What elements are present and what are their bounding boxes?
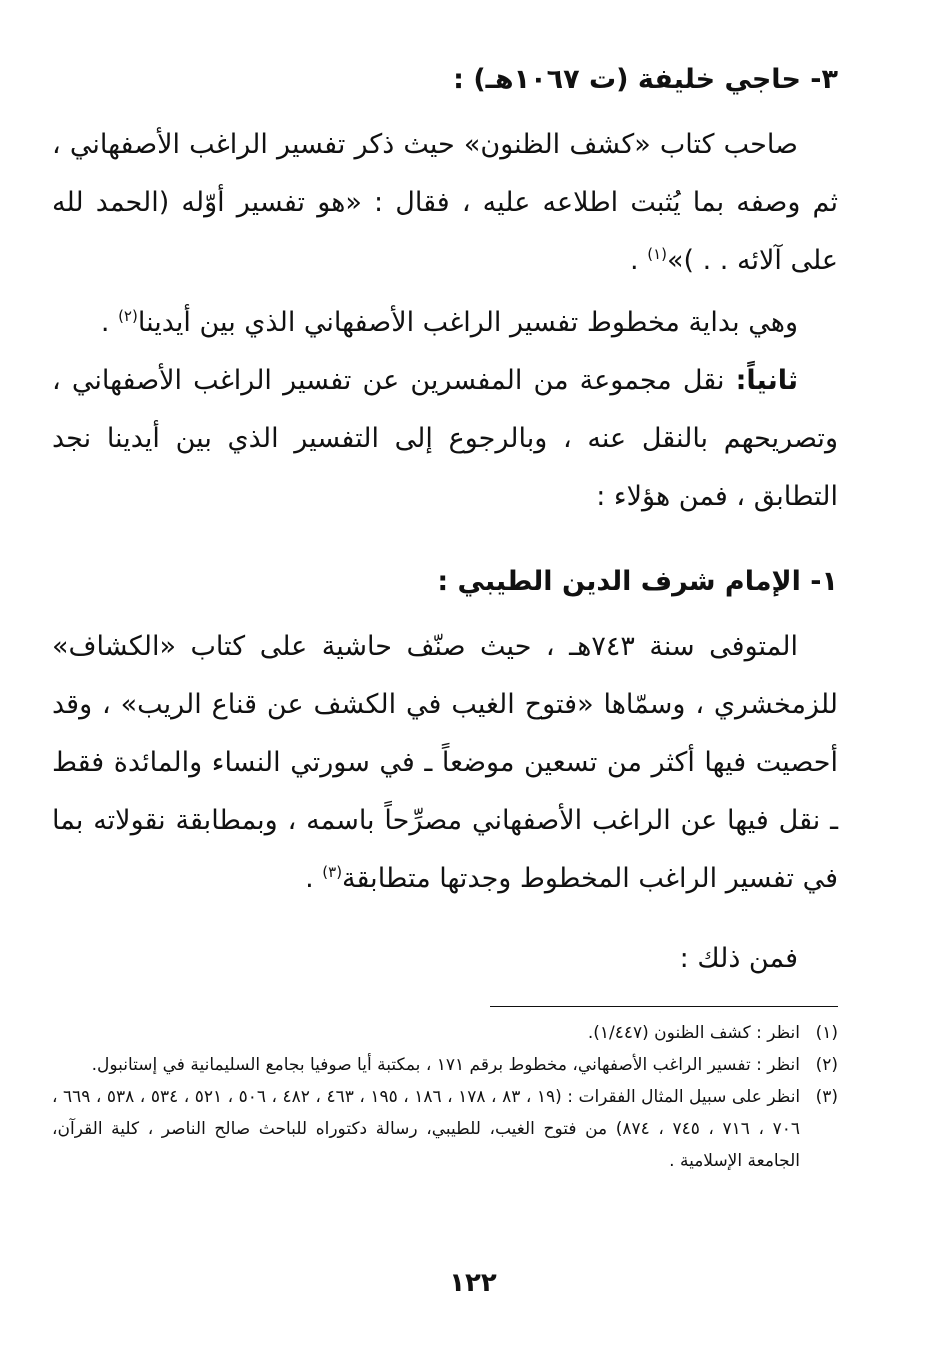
footnote-2: [52, 1049, 838, 1081]
footnote-separator: [490, 1006, 838, 1007]
paragraph-end: .: [100, 307, 119, 338]
paragraph-second-evidence: [52, 352, 838, 526]
paragraph-end: .: [305, 863, 323, 894]
paragraph-text: وهي بداية مخطوط تفسير الراغب الأصفهاني الذي بين أيدينا: [137, 307, 798, 338]
paragraph-end: .: [630, 245, 648, 276]
paragraph-text: نقل مجموعة من المفسرين عن تفسير الراغب الأصفهاني ، وتصريحهم بالنقل عنه ، وبالرجوع إلى التفسير الذي بين أيدينا نجد التطابق ، فمن هؤلاء :: [52, 365, 838, 512]
footnote-number: (٢): [815, 1055, 838, 1075]
footnote-text: انظر : كشف الظنون (١/٤٤٧).: [587, 1023, 800, 1043]
page-number: ١٢٢: [449, 1268, 497, 1298]
footnote-ref-2[interactable]: (٢): [118, 307, 138, 325]
paragraph-text: المتوفى سنة ٧٤٣هـ ، حيث صنّف حاشية على كتاب «الكشاف» للزمخشري ، وسمّاها «فتوح الغيب في الكشف عن قناع الريب» ، وقد أحصيت فيها أكثر من تسعين موضعاً ـ في سورتي النساء والمائدة فقط ـ نقل فيها عن الراغب الأصفهاني مصرِّحاً باسمه ، وبمطابقة نقولاته بما في تفسير الراغب المخطوط وجدتها متطابقة: [52, 631, 838, 894]
footnote-ref-3[interactable]: (٣): [322, 863, 343, 881]
footnote-1: [52, 1017, 838, 1049]
paragraph-lead: ثانياً:: [735, 365, 798, 396]
footnote-ref-1[interactable]: (١): [647, 245, 667, 263]
footnote-text: انظر : تفسير الراغب الأصفهاني، مخطوط برقم ١٧١ ، بمكتبة أيا صوفيا بجامع السليمانية في إستانبول.: [91, 1055, 800, 1075]
paragraph-kashf-al-zunun: [52, 116, 838, 290]
footnotes: [52, 1017, 838, 1177]
closing-phrase: فمن ذلك :: [679, 943, 798, 974]
paragraph-manuscript-start: [52, 294, 838, 352]
paragraph-al-tibi: [52, 618, 838, 908]
footnote-3: [52, 1081, 838, 1177]
section-heading: ٣- حاجي خليفة (ت ١٠٦٧هـ) :: [453, 64, 838, 95]
paragraph-text: صاحب كتاب «كشف الظنون» حيث ذكر تفسير الراغب الأصفهاني ، ثم وصفه بما يُثبت اطلاعه عليه ، فقال : «هو تفسير أوّله (الحمد لله على آلائه . . )»: [52, 129, 838, 276]
footnote-number: (٣): [815, 1087, 838, 1107]
subsection-heading: ١- الإمام شرف الدين الطيبي :: [437, 566, 838, 597]
footnote-text: انظر على سبيل المثال الفقرات : (١٩ ، ٨٣ ، ١٧٨ ، ١٨٦ ، ١٩٥ ، ٤٦٣ ، ٤٨٢ ، ٥٠٦ ، ٥٢١ ، ٥٣٤ ، ٥٣٨ ، ٦٦٩ ، ٧٠٦ ، ٧١٦ ، ٧٤٥ ، ٨٧٤) من فتوح الغيب، للطيبي، رسالة دكتوراه للباحث صالح الناصر ، كلية القرآن، الجامعة الإسلامية .: [52, 1087, 801, 1171]
footnote-number: (١): [815, 1023, 838, 1043]
